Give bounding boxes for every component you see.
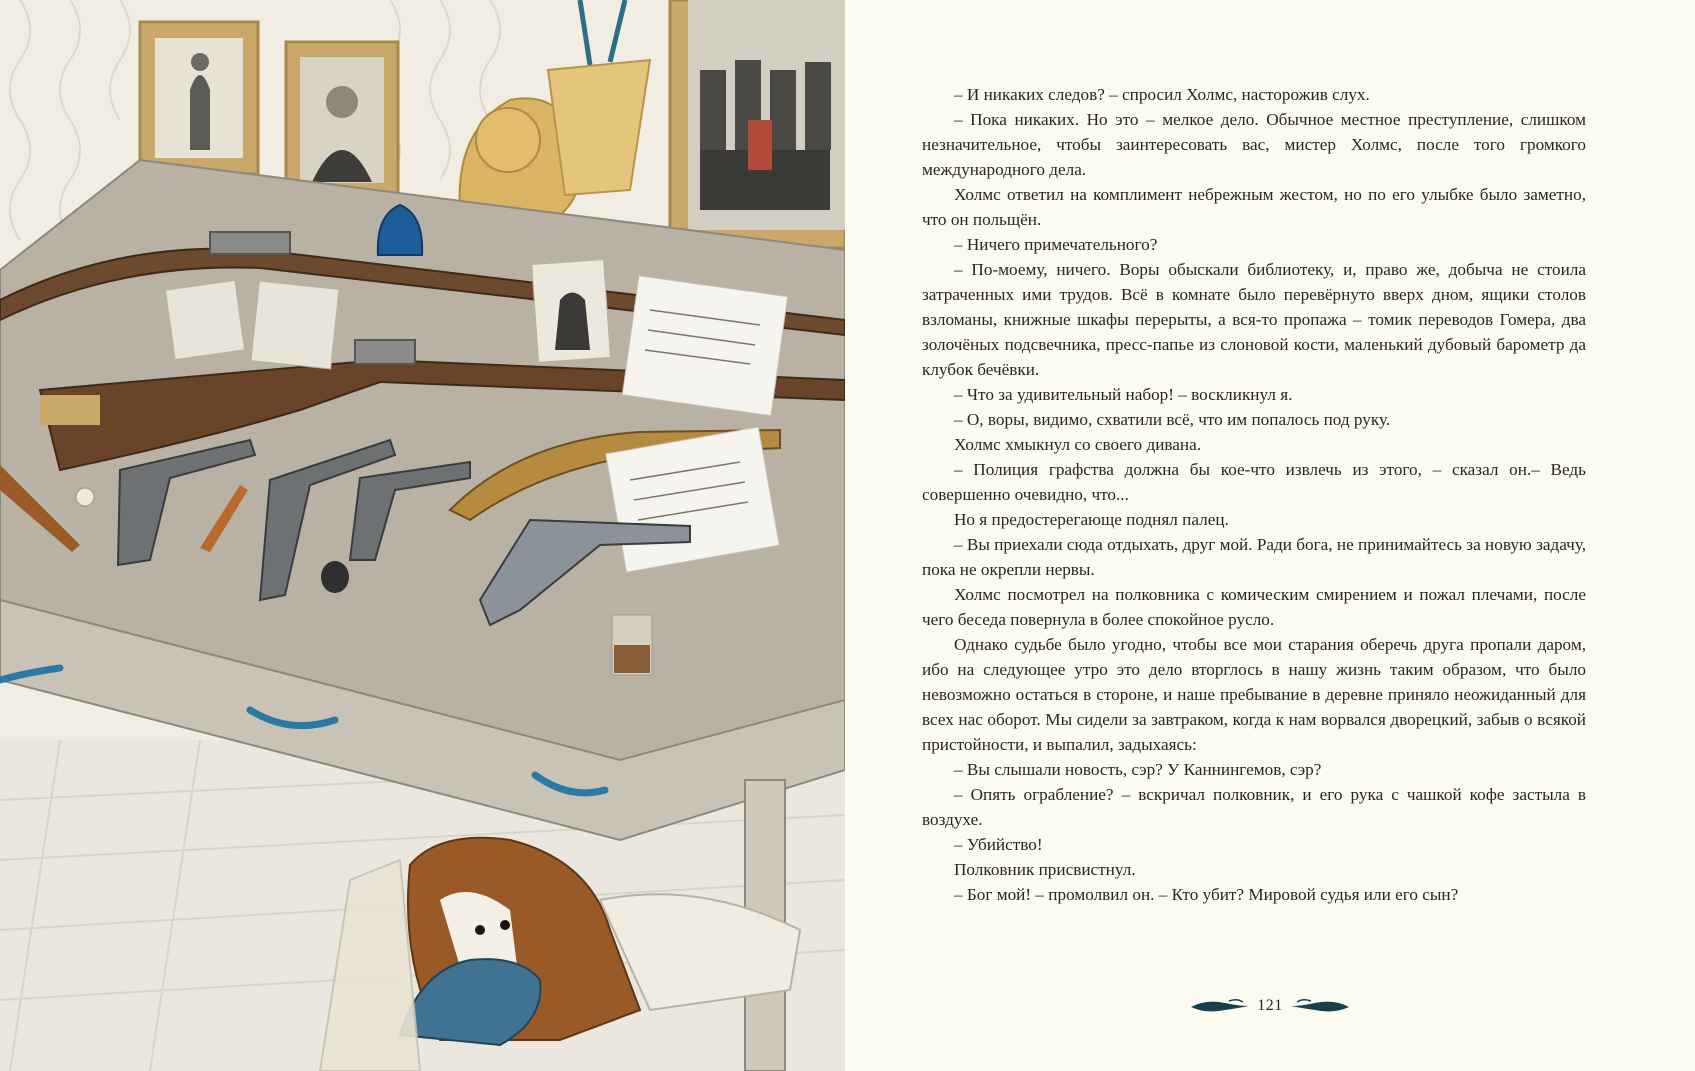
- paragraph: Однако судьбе было угодно, чтобы все мои старания оберечь друга пропали даром, ибо на следующее утро это дело вторглось в нашу жизнь таким образом, что было невозможно остаться в стороне, и наше пребывание в деревне приняло неожиданный для всех нас оборот. Мы сидели за завтраком, когда к нам ворвался дворецкий, забыв о всякой пристойности, и выпалил, задыхаясь:: [922, 635, 1586, 754]
- paragraph: – Вы приехали сюда отдыхать, друг мой. Ради бога, не принимайтесь за новую задачу, пока не окрепли нервы.: [922, 535, 1586, 579]
- paragraph: – И никаких следов? – спросил Холмс, насторожив слух.: [954, 85, 1370, 104]
- page-folio: [845, 997, 1695, 1015]
- paragraph: – Пока никаких. Но это – мелкое дело. Обычное местное преступление, слишком незначительное, чтобы заинтересовать вас, мистер Холмс, после того громкого международного дела.: [922, 110, 1586, 179]
- paragraph: Холмс посмотрел на полковника с комическим смирением и пожал плечами, после чего беседа повернула в более спокойное русло.: [922, 585, 1586, 629]
- paragraph: Полковник присвистнул.: [954, 860, 1136, 879]
- paragraph: Но я предостерегающе поднял палец.: [954, 510, 1229, 529]
- right-ornament-icon: [1291, 998, 1349, 1014]
- paragraph: – Полиция графства должна бы кое-что извлечь из этого, – сказал он.– Ведь совершенно очевидно, что...: [922, 460, 1586, 504]
- illustration-page: [0, 0, 845, 1071]
- paragraph: – Убийство!: [954, 835, 1043, 854]
- paragraph: Холмс ответил на комплимент небрежным жестом, но по его улыбке было заметно, что он польщён.: [922, 185, 1586, 229]
- photo-frame-officer: [286, 42, 398, 198]
- paragraph: – Что за удивительный набор! – воскликнул я.: [954, 385, 1293, 404]
- paragraph: – Бог мой! – промолвил он. – Кто убит? Мировой судья или его сын?: [954, 885, 1459, 904]
- photo-frame-soldier: [140, 22, 258, 174]
- desk-illustration: [0, 0, 845, 1071]
- photo-frame-group: [670, 0, 845, 248]
- story-text: [922, 82, 1586, 907]
- left-ornament-icon: [1191, 998, 1249, 1014]
- text-page: [845, 0, 1695, 1071]
- paragraph: – Опять ограбление? – вскричал полковник, и его рука с чашкой кофе застыла в воздухе.: [922, 785, 1586, 829]
- paragraph: – Ничего примечательного?: [954, 235, 1158, 254]
- paragraph: – О, воры, видимо, схватили всё, что им попалось под руку.: [954, 410, 1391, 429]
- paragraph: – Вы слышали новость, сэр? У Каннингемов, сэр?: [954, 760, 1322, 779]
- paragraph: Холмс хмыкнул со своего дивана.: [954, 435, 1202, 454]
- paragraph: – По-моему, ничего. Воры обыскали библиотеку, и, право же, добыча не стоила затраченных ими трудов. Всё в комнате было перевёрнуто вверх дном, ящики столов взломаны, книжные шкафы перерыты, а вся-то пропажа – томик переводов Гомера, два золочёных подсвечника, пресс-папье из слоновой кости, маленький дубовый барометр да клубок бечёвки.: [922, 260, 1586, 379]
- page-number: 121: [1257, 997, 1283, 1014]
